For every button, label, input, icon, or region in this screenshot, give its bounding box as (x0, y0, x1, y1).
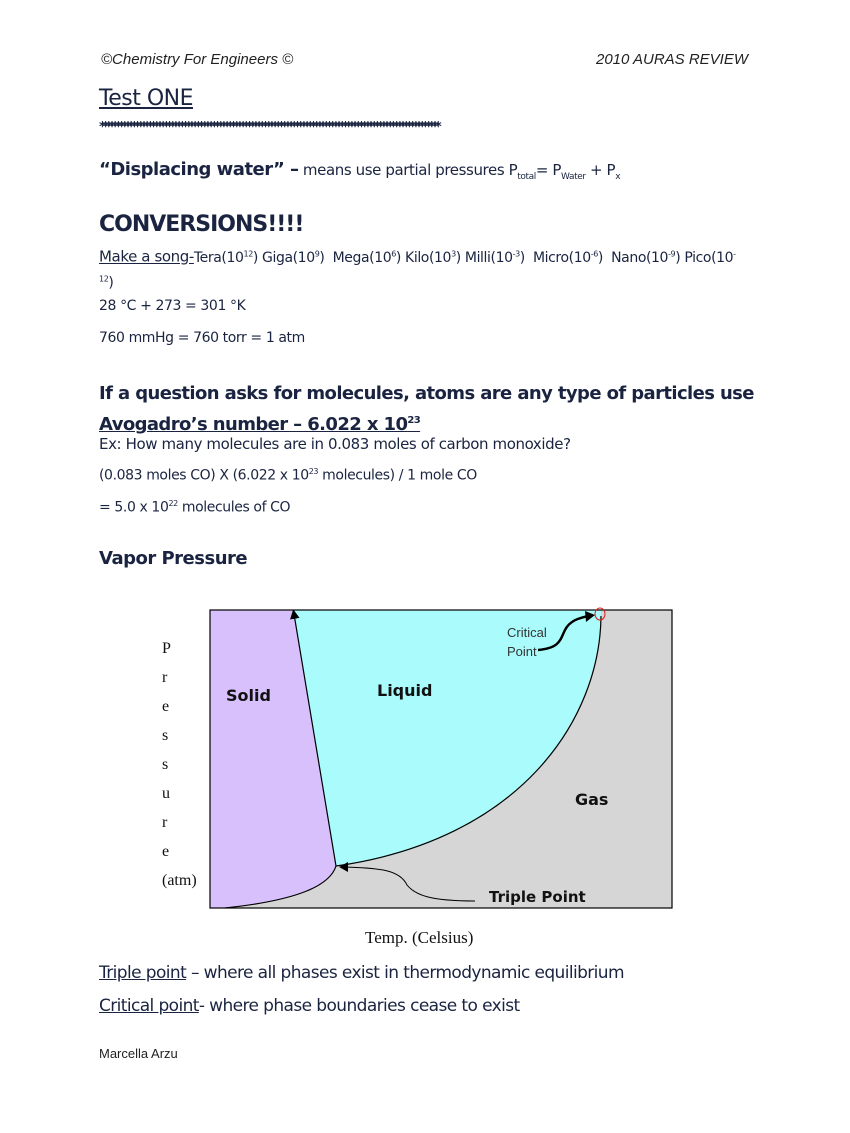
temperature-conversion: 28 °C + 273 = 301 °K (99, 298, 246, 314)
y-axis-label: P r e s s u r e (atm) (162, 640, 197, 889)
solid-label: Solid (226, 686, 271, 705)
conversions-heading: CONVERSIONS!!!! (99, 212, 304, 237)
page-title: Test ONE (99, 86, 193, 111)
definition-triple-point: Triple point – where all phases exist in thermodynamic equilibrium (99, 963, 624, 983)
triple-point-label: Triple Point (489, 888, 586, 906)
prefix-pico: $Pico(10^{-12})$ (99, 249, 736, 292)
gas-label: Gas (575, 790, 609, 809)
example-question: Ex: How many molecules are in 0.083 moles of carbon monoxide? (99, 435, 571, 453)
critical-label-2: Point (507, 644, 537, 659)
displacing-text: means use partial pressures $P_{total}= P_{Water} + P_x$ (298, 161, 621, 182)
liquid-label: Liquid (377, 681, 433, 700)
divider: ********************************************************************************************************** (99, 120, 439, 135)
prefix-kilo: $Kilo(10^3)$ (405, 249, 461, 266)
prefix-tera: $Tera(10^{12})$ (193, 249, 258, 266)
header-left: ©Chemistry For Engineers © (101, 51, 294, 68)
prefix-nano: $Nano(10^{-9})$ (611, 249, 681, 266)
x-axis-label: Temp. (Celsius) (365, 928, 474, 947)
song-label: Make a song- (99, 247, 194, 266)
critical-label-1: Critical (507, 625, 547, 640)
prefix-milli: $Milli(10^{-3})$ (464, 249, 525, 266)
prefix-giga: $Giga(10^9)$ (262, 249, 325, 266)
example-result: = 5.0 x $10^{22}$ molecules of CO (99, 499, 291, 516)
prefix-micro: $Micro(10^{-6})$ (532, 249, 603, 266)
avogadro-number: Avogadro’s number – 6.022 x $10^{23}$ (99, 414, 421, 435)
definition-critical-point: Critical point- where phase boundaries cease to exist (99, 996, 520, 1016)
avogadro-line1: If a question asks for molecules, atoms are any type of particles use (99, 383, 754, 404)
displacing-term: “Displacing water” – (99, 159, 299, 180)
prefix-mega: $Mega(10^6)$ (332, 249, 401, 266)
footer-author: Marcella Arzu (99, 1046, 178, 1061)
example-calculation: (0.083 moles CO) X (6.022 x $10^{23}$ molecules) / 1 mole CO (99, 467, 477, 484)
header-right: 2010 AURAS REVIEW (596, 51, 748, 68)
vapor-pressure-heading: Vapor Pressure (99, 548, 248, 569)
pressure-conversion: 760 mmHg = 760 torr = 1 atm (99, 330, 305, 346)
